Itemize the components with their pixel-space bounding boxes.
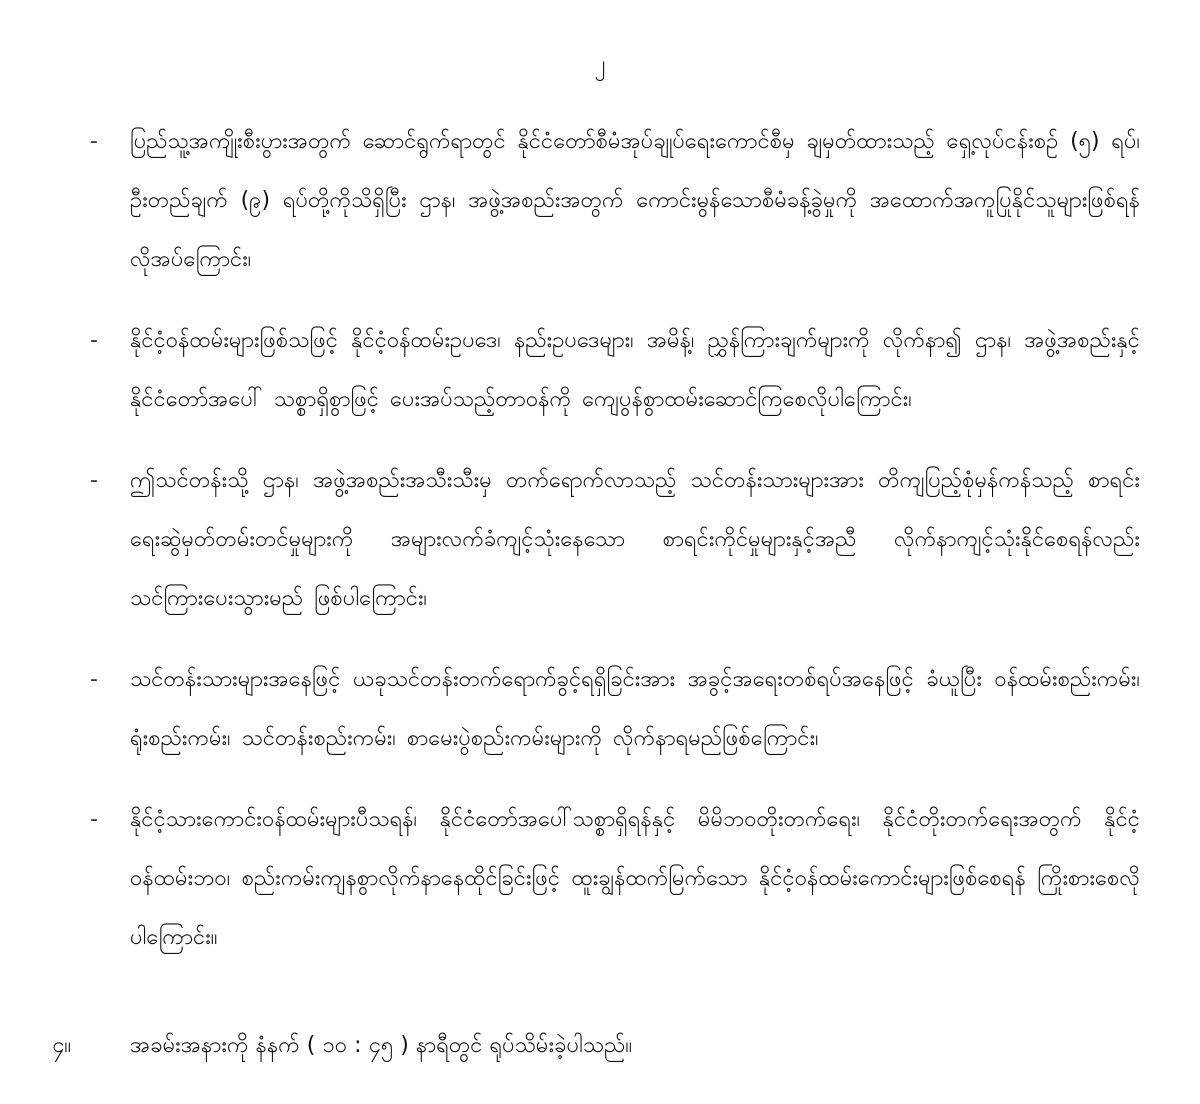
bullet-item <box>0 790 1200 967</box>
bullet-text: သင်တန်းသားများအနေဖြင့် ယခုသင်တန်းတက်ရောက်ခွင့်ရရှိခြင်းအား အခွင့်အရေးတစ်ရပ်အနေဖြင့် ခံယူပြီး ဝန်ထမ်းစည်းကမ်း၊ ရုံးစည်းကမ်း၊ သင်တန်းစည်းကမ်း၊ စာမေးပွဲစည်းကမ်းများကို လိုက်နာရမည်ဖြစ်ကြောင်း၊ <box>130 667 1140 751</box>
bullet-list <box>0 112 1200 989</box>
closing-paragraph <box>0 1016 1200 1075</box>
bullet-marker: - <box>90 807 98 832</box>
bullet-item <box>0 112 1200 289</box>
closing-text: အခမ်းအနားကို နံနက် ( ၁၀ : ၄၅ ) နာရီတွင် ရုပ်သိမ်းခဲ့ပါသည်။ <box>130 1033 633 1058</box>
bullet-marker: - <box>90 667 98 692</box>
bullet-marker: - <box>90 129 98 154</box>
bullet-marker: - <box>90 468 98 493</box>
bullet-item <box>0 311 1200 429</box>
bullet-text: နိုင်ငံ့သားကောင်းဝန်ထမ်းများပီသရန်၊ နိုင်ငံတော်အပေါ်သစ္စာရှိရန်နှင့် မိမိဘဝတိုးတက်ရေး၊ နိုင်ငံတိုးတက်ရေးအတွက် နိုင်ငံ့ဝန်ထမ်းဘဝ၊ စည်းကမ်းကျနစွာလိုက်နာနေထိုင်ခြင်းဖြင့် ထူးချွန်ထက်မြက်သော နိုင်ငံ့ဝန်ထမ်းကောင်းများဖြစ်စေရန် ကြိုးစားစေလိုပါကြောင်း။ <box>130 807 1140 950</box>
bullet-item <box>0 451 1200 628</box>
bullet-item <box>0 650 1200 768</box>
bullet-marker: - <box>90 328 98 353</box>
bullet-text: ပြည်သူ့အကျိုးစီးပွားအတွက် ဆောင်ရွက်ရာတွင် နိုင်ငံတော်စီမံအုပ်ချုပ်ရေးကောင်စီမှ ချမှတ်ထားသည့် ရှေ့လုပ်ငန်းစဉ် (၅) ရပ်၊ ဦးတည်ချက် (၉) ရပ်တို့ကိုသိရှိပြီး ဌာန၊ အဖွဲ့အစည်းအတွက် ကောင်းမွန်သောစီမံခန့်ခွဲမှုကို အထောက်အကူပြုနိုင်သူများဖြစ်ရန် လိုအပ်ကြောင်း၊ <box>130 129 1140 272</box>
bullet-text: နိုင်ငံ့ဝန်ထမ်းများဖြစ်သဖြင့် နိုင်ငံ့ဝန်ထမ်းဥပဒေ၊ နည်းဥပဒေများ၊ အမိန့်၊ ညွှန်ကြားချက်များကို လိုက်နာ၍ ဌာန၊ အဖွဲ့အစည်းနှင့် နိုင်ငံတော်အပေါ် သစ္စာရှိစွာဖြင့် ပေးအပ်သည့်တာဝန်ကို ကျေပွန်စွာထမ်းဆောင်ကြစေလိုပါကြောင်း၊ <box>130 328 1140 412</box>
paragraph-number: ၄။ <box>52 1033 72 1058</box>
page-number: ၂ <box>594 52 606 77</box>
bullet-text: ဤသင်တန်းသို့ ဌာန၊ အဖွဲ့အစည်းအသီးသီးမှ တက်ရောက်လာသည့် သင်တန်းသားများအား တိကျပြည့်စုံမှန်ကန်သည့် စာရင်းရေးဆွဲမှတ်တမ်းတင်မှုများကို အများလက်ခံကျင့်သုံးနေသော စာရင်းကိုင်မှုများနှင့်အညီ လိုက်နာကျင့်သုံးနိုင်စေရန်လည်း သင်ကြားပေးသွားမည် ဖြစ်ပါကြောင်း၊ <box>130 468 1140 611</box>
